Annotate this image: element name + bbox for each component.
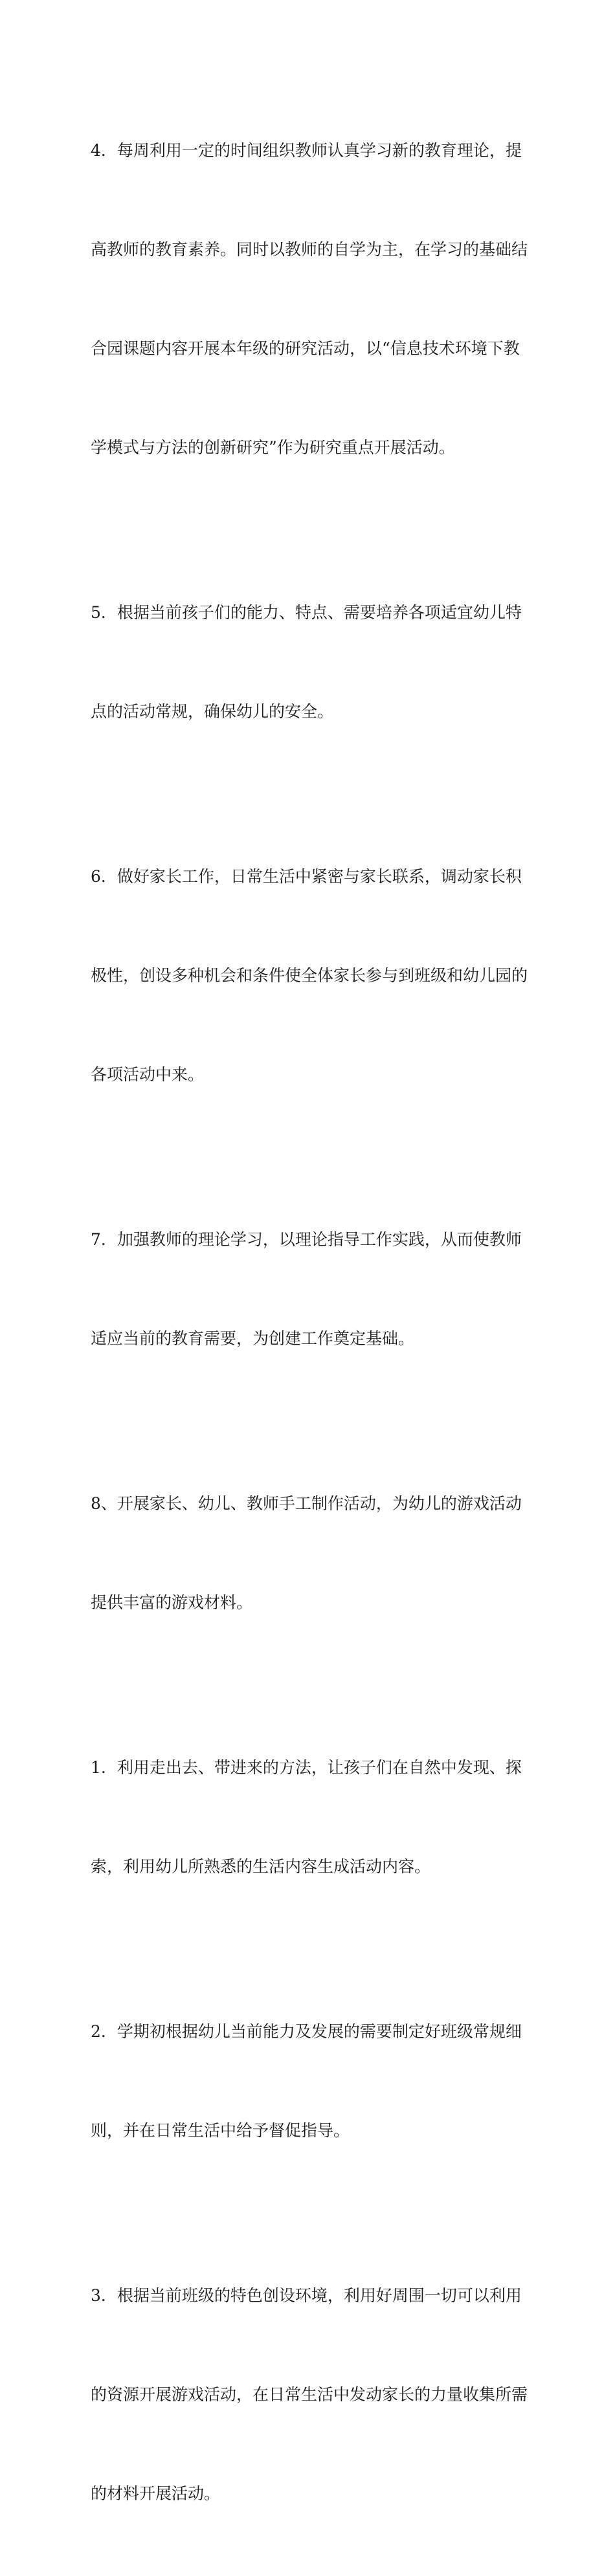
paragraph-line: 4．每周利用一定的时间组织教师认真学习新的教育理论，提 [91,141,522,160]
paragraph-line: 合园课题内容开展本年级的研究活动，以“信息技术环境下教 [91,339,520,358]
paragraph-item-1 [91,1685,531,1949]
paragraph-item-8 [91,1421,531,1685]
paragraph-item-3 [91,2213,531,2576]
paragraph-line: 索，利用幼儿所熟悉的生活内容生成活动内容。 [91,1857,431,1876]
paragraph-item-4 [91,68,531,530]
paragraph-item-7 [91,1157,531,1421]
paragraph-line: 极性，创设多种机会和条件使全体家长参与到班级和幼儿园的 [91,966,528,985]
paragraph-line: 的材料开展活动。 [91,2484,221,2503]
paragraph-line: 则，并在日常生活中给予督促指导。 [91,2121,350,2140]
paragraph-item-2 [91,1949,531,2213]
paragraph-line: 6．做好家长工作，日常生活中紧密与家长联系，调动家长积 [91,867,522,886]
paragraph-item-5 [91,530,531,794]
paragraph-line: 7．加强教师的理论学习，以理论指导工作实践，从而使教师 [91,1230,522,1249]
paragraph-line: 各项活动中来。 [91,1065,205,1084]
paragraph-item-6 [91,794,531,1157]
paragraph-line: 2．学期初根据幼儿当前能力及发展的需要制定好班级常规细 [91,2022,522,2041]
document-body [91,68,531,2576]
paragraph-line: 点的活动常规，确保幼儿的安全。 [91,702,334,721]
paragraph-line: 适应当前的教育需要，为创建工作奠定基础。 [91,1329,415,1348]
paragraph-line: 学模式与方法的创新研究”作为研究重点开展活动。 [91,438,455,457]
paragraph-line: 的资源开展游戏活动，在日常生活中发动家长的力量收集所需 [91,2385,528,2404]
paragraph-line: 5．根据当前孩子们的能力、特点、需要培养各项适宜幼儿特 [91,603,522,622]
paragraph-line: 1．利用走出去、带进来的方法，让孩子们在自然中发现、探 [91,1758,522,1777]
paragraph-line: 提供丰富的游戏材料。 [91,1593,253,1612]
paragraph-line: 高教师的教育素养。同时以教师的自学为主，在学习的基础结 [91,240,528,259]
paragraph-line: 8、开展家长、幼儿、教师手工制作活动，为幼儿的游戏活动 [91,1494,522,1513]
paragraph-line: 3．根据当前班级的特色创设环境，利用好周围一切可以利用 [91,2286,522,2305]
